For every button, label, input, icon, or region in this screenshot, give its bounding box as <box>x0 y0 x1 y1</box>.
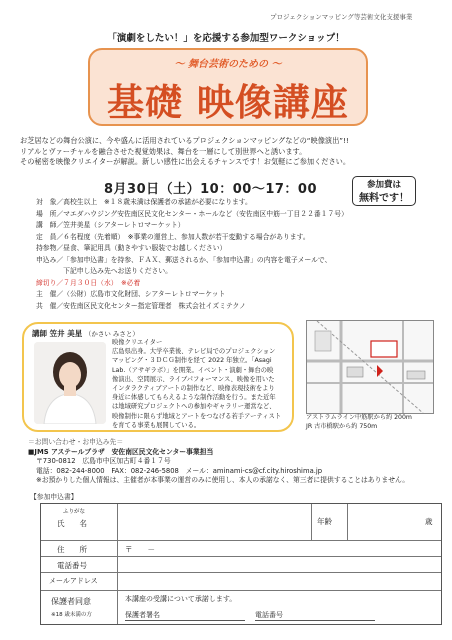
free-badge-line: 参加費は <box>366 180 401 190</box>
address-label: 住 所 <box>57 545 87 554</box>
form-divider <box>41 556 441 557</box>
detail-row: 講 師／笠井美星（シアターレトロマーケット） <box>36 221 185 229</box>
instructor-bio <box>112 338 288 430</box>
title-box <box>88 48 368 126</box>
free-badge-line: 無料です！ <box>359 193 409 204</box>
bio-line: 像演出、空間展示、ライブパフォーマンス、映像を用いた <box>112 375 275 383</box>
intro-text <box>20 136 440 168</box>
intro-line: リアルとヴァーチャルを融合させた視覚効果は、舞台を一層にして別世界へと誘います。 <box>20 146 307 156</box>
form-divider <box>41 540 441 541</box>
form-divider <box>41 590 441 591</box>
contact-block <box>28 438 448 486</box>
guardian-phone-field[interactable] <box>255 620 375 621</box>
bio-line: マッピング・３ＤＣＧ制作を経て 2022 年独立。「Asagi <box>112 357 272 365</box>
detail-row: 共 催／安佐南区民文化センター指定管理者 株式会社イズミテクノ <box>36 301 246 310</box>
guardian-name-field[interactable] <box>125 620 245 621</box>
name-field[interactable] <box>125 508 305 536</box>
lead-heading: 「演劇をしたい！」を応援する参加型ワークショップ！ <box>107 33 345 44</box>
form-divider <box>41 572 441 573</box>
bio-line: 映像制作に限らず地域とアートをつなげる若手アーティスト <box>112 412 282 420</box>
contact-org: ■JMS アステールプラザ 安佐南区民文化センター事業担当 <box>28 447 214 456</box>
consent-text: 本講座の受講について承諾します。 <box>125 595 237 603</box>
age-field[interactable] <box>351 508 421 536</box>
detail-row: 主 催／（公財）広島市文化財団、シアターレトロマーケット <box>36 290 226 298</box>
email-field[interactable] <box>125 574 435 588</box>
detail-row: 下記申し込み先へお送りください。 <box>36 267 172 275</box>
instructor-label: 講師 笠井 美星 <box>32 329 83 338</box>
bio-line: を育てる事業も展開している。 <box>112 421 201 429</box>
name-label: 氏 名 <box>57 519 87 528</box>
postal-field[interactable]: 〒 － <box>125 545 155 554</box>
map-caption-line: JR 古市橋駅から約 750m <box>306 422 378 430</box>
detail-row: 場 所／マエダハウジング安佐南区民文化センター・ホールなど（安佐南区中筋一丁目２２番１７号） <box>36 209 348 218</box>
organizer-caption: プロジェクションマッピング等芸術文化支援事業 <box>270 13 413 21</box>
bio-line: Lab.（アサギラボ）」を開業。イベント・演劇・舞台の映 <box>112 366 274 374</box>
bio-line: インタラクティブアートの制作など、映像表現技術をより <box>112 385 275 393</box>
detail-row: 申込み／「参加申込書」を持参、ＦＡＸ、郵送されるか、「参加申込書」の内容を電子メールで、 <box>36 255 332 264</box>
email-label: メールアドレス <box>49 577 98 585</box>
guardian-label: 保護者同意 <box>51 597 91 606</box>
title-sub: ～ 舞台芸術のための ～ <box>174 59 282 70</box>
privacy-note: ※お預かりした個人情報は、主催者が本事業の運営のみに使用し、本人の承諾なく、第三者に提供することはありません。 <box>36 476 409 485</box>
phone-label: 電話番号 <box>57 561 87 570</box>
furigana-label: ふりがな <box>63 509 86 515</box>
detail-row: 持参物／昼食、筆記用具（動きやすい服装でお越しください） <box>36 244 227 252</box>
access-map <box>306 320 434 414</box>
detail-row: 定 員／６名程度（先着順） ※事業の運営上、参加人数が若干変動する場合があります。 <box>36 232 310 241</box>
guardian-note: ※18 歳未満の方 <box>51 612 92 618</box>
bio-line: 身近に体感してもらえるような制作活動を行う。また近年 <box>112 394 276 402</box>
form-divider <box>117 504 118 624</box>
form-divider <box>347 504 348 540</box>
guardian-name-label: 保護者署名 <box>125 611 160 619</box>
application-form <box>40 503 442 625</box>
intro-line: その秘密を映像クリエイターが解説。新しい感性に出会えるチャンスです！お気軽にご参加ください。 <box>20 157 351 167</box>
bio-line: 映像クリエイター <box>112 339 163 346</box>
map-caption-line: アストラムライン中筋駅から約 200m <box>306 414 412 421</box>
form-section-label: 【参加申込書】 <box>30 493 78 501</box>
phone-field[interactable] <box>125 558 435 570</box>
intro-line: お芝居などの舞台公演に、今や盛んに活用されているプロジェクションマッピングなどの“映像演出”!! <box>20 136 349 145</box>
instructor-ruby: （かさい みさと） <box>84 330 139 338</box>
age-unit: 歳 <box>425 517 433 526</box>
guardian-phone-label: 電話番号 <box>255 611 283 619</box>
event-datetime: 8月30日（土）10：00～17：00 <box>104 182 317 197</box>
deadline-row: 締切り／７月３０日（水） ※必着 <box>36 278 141 287</box>
contact-phone: 電話：082-244-8000 FAX：082-246-5808 メール：aminami-cs@cf.city.hiroshima.jp <box>36 466 323 475</box>
page-title: 基礎 映像講座 <box>107 80 349 124</box>
age-label: 年齢 <box>317 517 332 526</box>
contact-heading: ＝お問い合わせ・お申込み先＝ <box>28 438 124 446</box>
instructor-photo <box>34 342 106 424</box>
bio-line: は地域研究プロジェクトへの参加やギャラリー運営など、 <box>112 403 276 411</box>
instructor-box <box>22 322 294 432</box>
form-divider <box>311 504 312 540</box>
detail-row: 対 象／高校生以上 ※１８歳未満は保護者の承諾が必要になります。 <box>36 198 252 206</box>
contact-address: 〒730-0812 広島市中区加古町４番１７号 <box>36 457 171 466</box>
event-details <box>36 197 436 312</box>
map-caption <box>306 414 446 431</box>
bio-line: 広島県出身。大学卒業後、テレビ局でのプロジェクション <box>112 348 276 356</box>
